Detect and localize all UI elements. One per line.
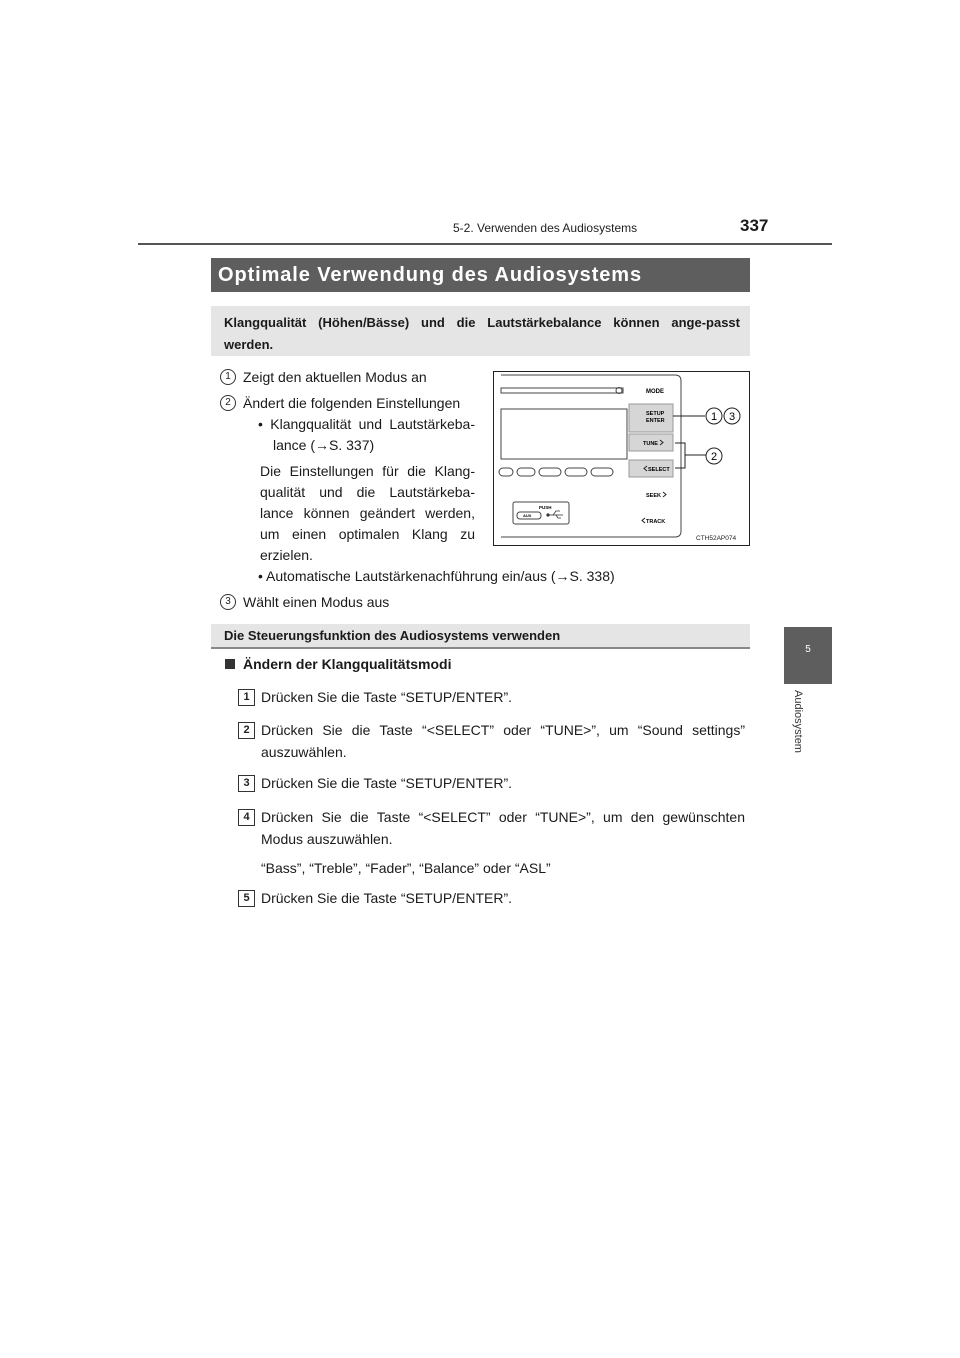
figure-marker-3-label: 3	[728, 411, 736, 423]
step-text: Drücken Sie die Taste “<SELECT” oder “TUNE>”, um den gewünschten	[261, 809, 745, 825]
bullet-line: • Automatische Lautstärkenachführung ein/aus (→S. 338)	[258, 568, 615, 584]
step-number-5: 5	[238, 890, 255, 907]
page-title: Optimale Verwendung des Audiosystems	[211, 258, 750, 292]
figure-marker-2-label: 2	[710, 451, 718, 463]
aux-label: AUX	[523, 513, 532, 518]
enter-label: ENTER	[646, 418, 665, 424]
step-number-1: 1	[238, 689, 255, 706]
step-number-3: 3	[238, 775, 255, 792]
detail-line: Die Einstellungen für die Klang-	[260, 463, 475, 479]
callout-marker-3: 3	[220, 594, 236, 610]
callout-marker-1: 1	[220, 369, 236, 385]
section-heading: Die Steuerungsfunktion des Audiosystems verwenden	[211, 624, 750, 649]
square-bullet-icon	[225, 659, 235, 669]
chapter-label-text: Audiosystem	[792, 690, 804, 753]
select-label: SELECT	[648, 467, 670, 473]
step-text: Modus auszuwählen.	[261, 831, 393, 847]
seek-label: SEEK	[646, 493, 661, 499]
step-text: Drücken Sie die Taste “<SELECT” oder “TUNE>”, um “Sound settings”	[261, 722, 745, 738]
callout-text-3: Wählt einen Modus aus	[243, 594, 390, 610]
running-header: 5-2. Verwenden des Audiosystems	[453, 221, 638, 235]
tune-label: TUNE	[643, 441, 658, 447]
step-text: Drücken Sie die Taste “SETUP/ENTER”.	[261, 689, 513, 705]
mode-button: MODE	[646, 389, 664, 395]
setup-label: SETUP	[646, 411, 665, 417]
callout-text-1: Zeigt den aktuellen Modus an	[243, 369, 427, 385]
figure-code: CTH52AP074	[696, 535, 737, 542]
step-number-4: 4	[238, 809, 255, 826]
detail-line: qualität und die Lautstärkeba-	[260, 484, 475, 500]
header-rule	[138, 243, 832, 245]
step-text: auszuwählen.	[261, 744, 347, 760]
display-screen	[501, 409, 627, 459]
detail-line: um einen optimalen Klang zu	[260, 526, 475, 542]
detail-line: erzielen.	[260, 547, 313, 563]
callout-marker-2: 2	[220, 395, 236, 411]
bullet-line: lance (→S. 337)	[273, 437, 375, 453]
intro-box: Klangqualität (Höhen/Bässe) und die Lautstärkebalance können ange-passt werden.	[211, 306, 750, 356]
step-text: Drücken Sie die Taste “SETUP/ENTER”.	[261, 775, 513, 791]
audio-unit-figure	[493, 371, 750, 546]
page-number: 337	[740, 216, 769, 235]
figure-marker-1-label: 1	[710, 411, 718, 423]
callout-text-2: Ändert die folgenden Einstellungen	[243, 395, 461, 411]
chapter-label	[773, 690, 823, 800]
step-text: Drücken Sie die Taste “SETUP/ENTER”.	[261, 890, 513, 906]
step-number-2: 2	[238, 722, 255, 739]
disc-slot	[501, 388, 623, 393]
bullet-line: • Klangqualität und Lautstärkeba-	[258, 416, 475, 432]
step-note: “Bass”, “Treble”, “Fader”, “Balance” oder “ASL”	[261, 860, 551, 876]
detail-line: lance können geändert werden,	[260, 505, 475, 521]
subheading: Ändern der Klangqualitätsmodi	[243, 656, 452, 672]
push-label: PUSH	[539, 505, 552, 510]
track-label: TRACK	[646, 519, 666, 525]
chapter-tab: 5	[784, 627, 832, 684]
